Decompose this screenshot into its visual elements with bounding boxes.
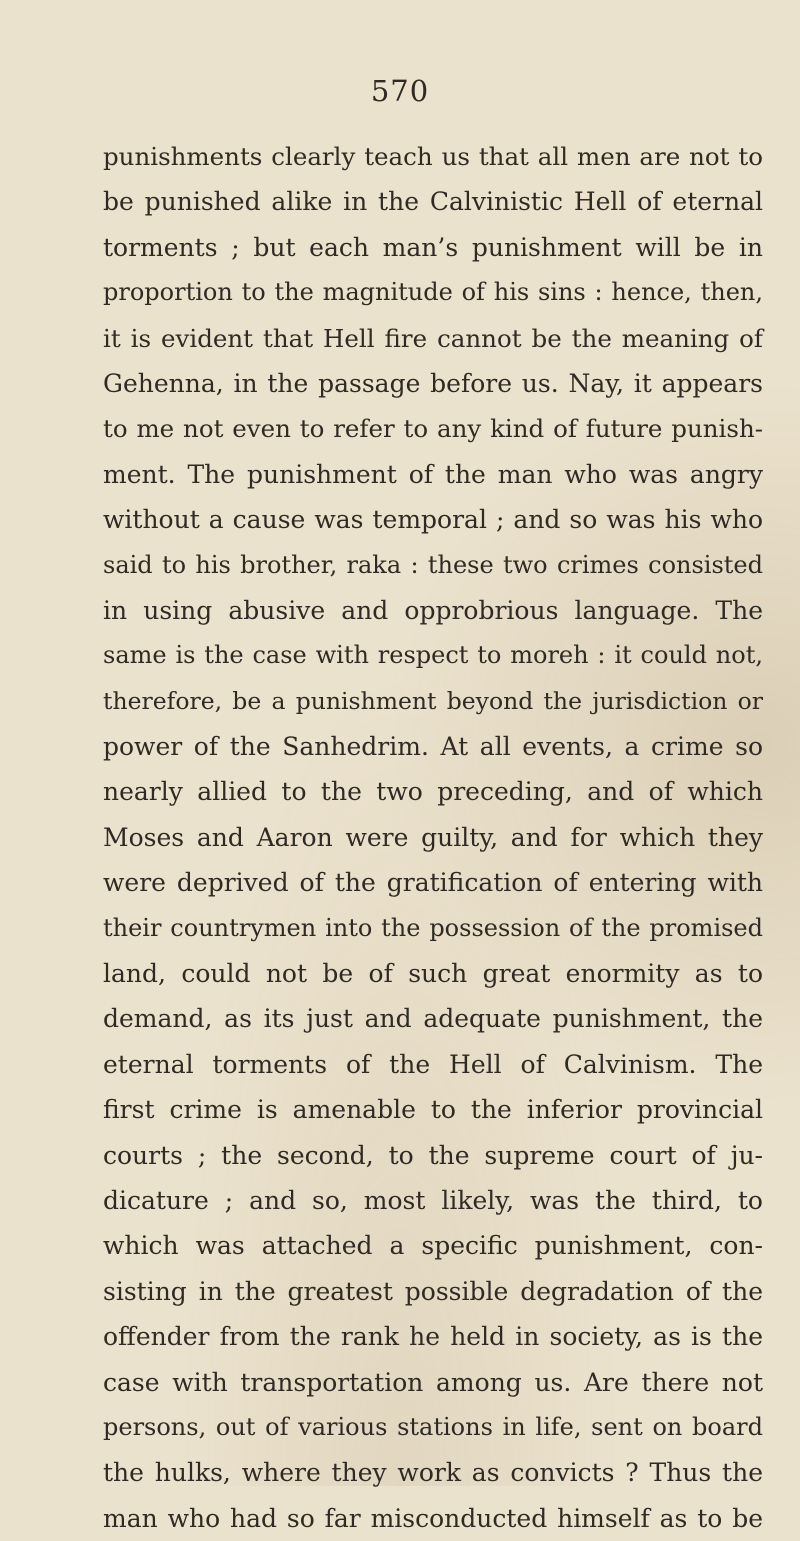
text-line: case with transportation among us. Are there not bbox=[103, 1367, 763, 1397]
text-line: were deprived of the gratification of entering with bbox=[103, 868, 763, 898]
text-line: nearly allied to the two preceding, and of which bbox=[103, 777, 763, 807]
text-line: it is evident that Hell fire cannot be the meaning of bbox=[103, 323, 763, 353]
text-line: power of the Sanhedrim. At all events, a crime so bbox=[103, 732, 763, 762]
text-line: which was attached a specific punishment, con- bbox=[103, 1231, 763, 1261]
text-line: ment. The punishment of the man who was angry bbox=[103, 459, 763, 489]
text-line: first crime is amenable to the inferior provincial bbox=[103, 1095, 763, 1125]
text-line: said to his brother, raka : these two crimes consisted bbox=[103, 550, 763, 579]
text-line: Moses and Aaron were guilty, and for which they bbox=[103, 822, 763, 852]
text-line: offender from the rank he held in society, as is the bbox=[103, 1322, 763, 1352]
text-line: demand, as its just and adequate punishment, the bbox=[103, 1004, 763, 1034]
text-line: in using abusive and opprobrious language. The bbox=[103, 595, 763, 625]
text-line: therefore, be a punishment beyond the jurisdiction or bbox=[103, 686, 763, 715]
text-line: land, could not be of such great enormity as to bbox=[103, 959, 763, 989]
text-line: man who had so far misconducted himself as to be bbox=[103, 1503, 763, 1533]
text-line: eternal torments of the Hell of Calvinism. The bbox=[103, 1049, 763, 1079]
text-line: without a cause was temporal ; and so was his who bbox=[103, 505, 763, 535]
text-line: proportion to the magnitude of his sins : hence, then, bbox=[103, 278, 763, 307]
text-line: torments ; but each man’s punishment will be in bbox=[103, 232, 763, 262]
text-line: their countrymen into the possession of the promised bbox=[103, 913, 763, 942]
page-number: 570 bbox=[370, 74, 430, 108]
text-line: the hulks, where they work as convicts ? Thus the bbox=[103, 1458, 763, 1488]
text-line: sisting in the greatest possible degradation of the bbox=[103, 1276, 763, 1306]
text-line: same is the case with respect to moreh : it could not, bbox=[103, 641, 763, 670]
text-line: punishments clearly teach us that all men are not to bbox=[103, 142, 763, 171]
text-line: Gehenna, in the passage before us. Nay, it appears bbox=[103, 368, 763, 398]
text-line: courts ; the second, to the supreme court of ju- bbox=[103, 1140, 763, 1170]
body-text bbox=[103, 134, 763, 1541]
text-line: to me not even to refer to any kind of future punish- bbox=[103, 414, 763, 444]
text-line: dicature ; and so, most likely, was the third, to bbox=[103, 1185, 763, 1215]
text-line: persons, out of various stations in life, sent on board bbox=[103, 1412, 763, 1441]
text-line: be punished alike in the Calvinistic Hell of eternal bbox=[103, 187, 763, 217]
